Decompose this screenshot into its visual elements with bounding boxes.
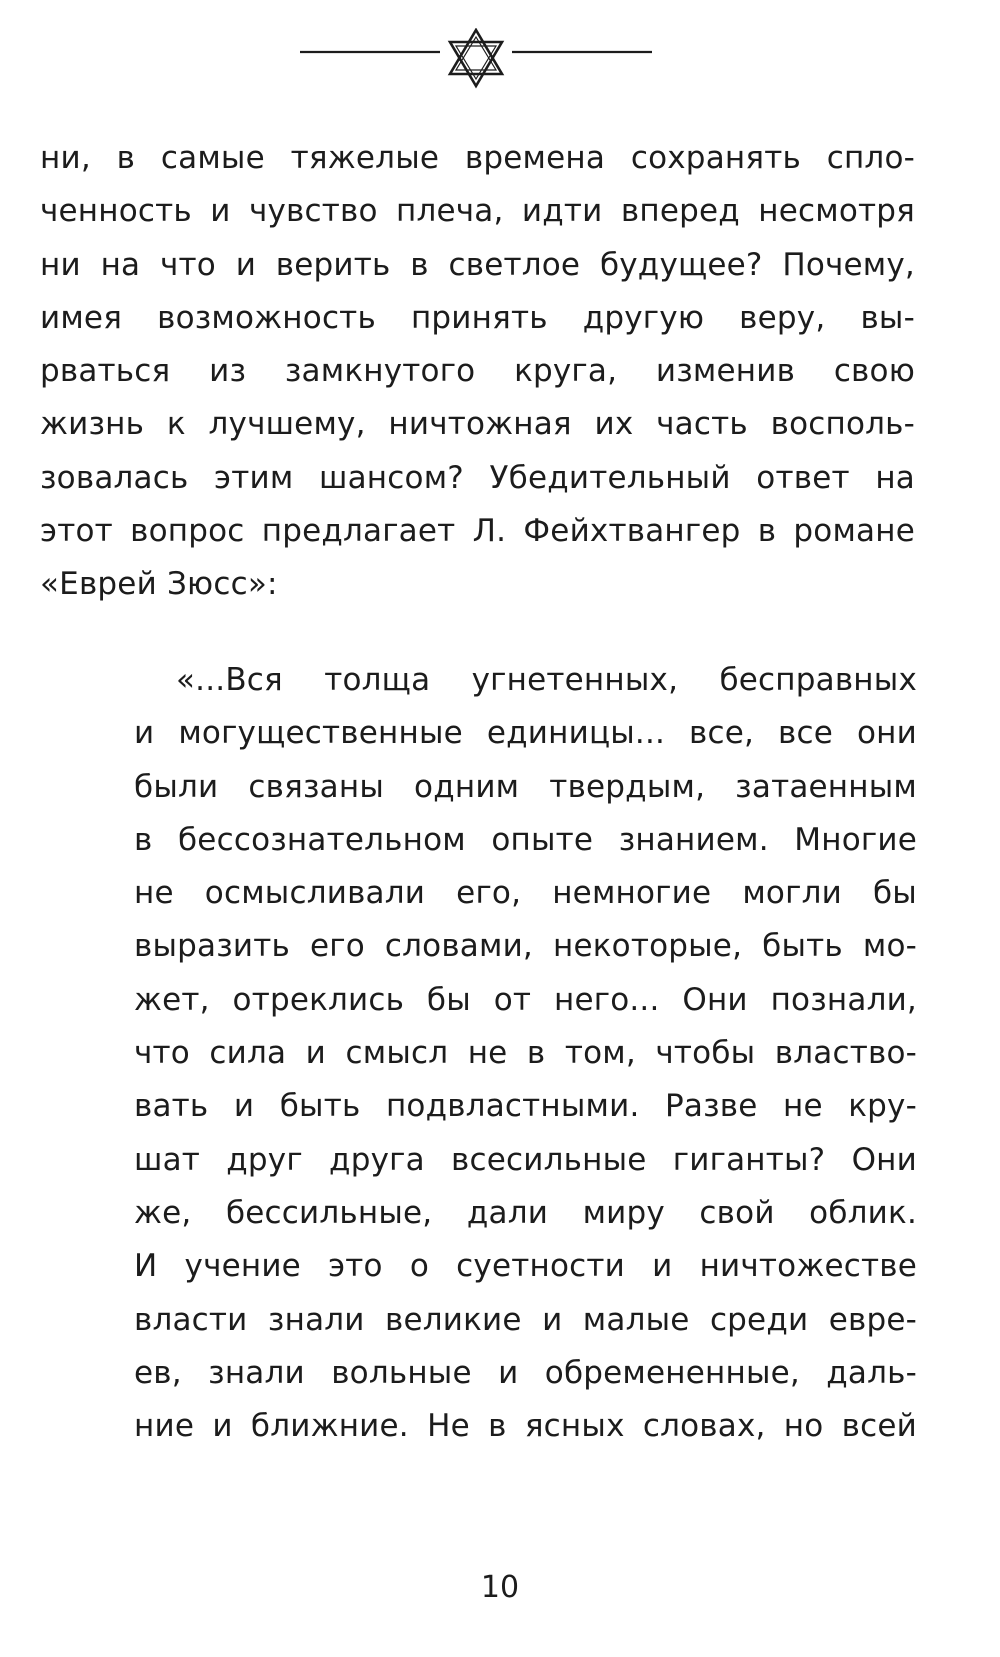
- text-line: ни, в самые тяжелые времена сохранять спло-: [40, 140, 915, 176]
- text-line: ни на что и верить в светлое будущее? Почему,: [40, 246, 915, 283]
- page-number: 10: [480, 1570, 520, 1605]
- quote-line: выразить его словами, некоторые, быть мо-: [134, 928, 917, 965]
- text-line: «Еврей Зюсс»:: [40, 566, 278, 603]
- header-ornament: [300, 28, 652, 90]
- text-line: имея возможность принять другую веру, вы-: [40, 299, 915, 336]
- star-of-david-icon: [300, 28, 652, 90]
- quote-line: в бессознательном опыте знанием. Многие: [134, 821, 917, 858]
- text-line: рваться из замкнутого круга, изменив свою: [40, 353, 915, 390]
- quote-line: ев, знали вольные и обремененные, даль-: [134, 1354, 917, 1391]
- text-line: зовалась этим шансом? Убедительный ответ на: [40, 459, 915, 496]
- quote-line: и могущественные единицы... все, все они: [134, 715, 917, 752]
- quote-line: же, бессильные, дали миру свой облик.: [134, 1194, 917, 1231]
- quote-line: ние и ближние. Не в ясных словах, но всей: [134, 1408, 917, 1445]
- main-paragraph: [40, 132, 915, 612]
- quote-line: вать и быть подвластными. Разве не кру-: [134, 1088, 917, 1125]
- quote-line: жет, отреклись бы от него... Они познали,: [134, 981, 917, 1018]
- quote-line: власти знали великие и малые среди евре-: [134, 1301, 917, 1338]
- quote-line: И учение это о суетности и ничтожестве: [134, 1248, 917, 1285]
- text-line: жизнь к лучшему, ничтожная их часть восполь-: [40, 406, 915, 443]
- quote-line: шат друг друга всесильные гиганты? Они: [134, 1141, 917, 1178]
- quote-line: что сила и смысл не в том, чтобы властво-: [134, 1035, 917, 1072]
- quote-line: «...Вся толща угнетенных, бесправных: [176, 662, 917, 698]
- block-quote: [134, 654, 917, 1453]
- text-line: этот вопрос предлагает Л. Фейхтвангер в романе: [40, 513, 915, 550]
- quote-line: не осмысливали его, немногие могли бы: [134, 875, 917, 912]
- quote-line: были связаны одним твердым, затаенным: [134, 768, 917, 805]
- text-line: ченность и чувство плеча, идти вперед несмотря: [40, 193, 915, 230]
